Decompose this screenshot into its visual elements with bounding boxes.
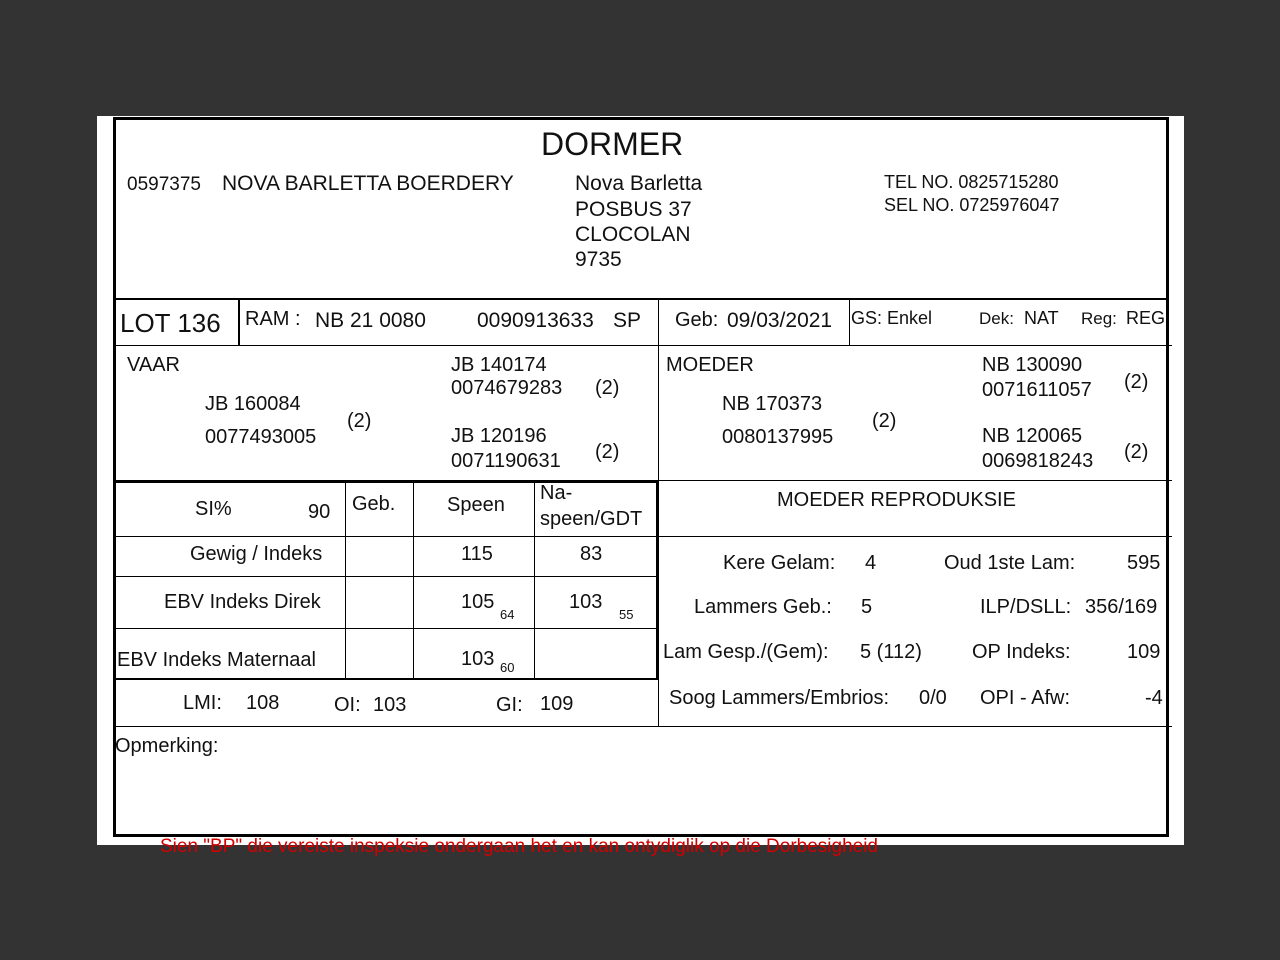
weight-weaning: 115 bbox=[461, 543, 493, 565]
divider bbox=[238, 299, 240, 346]
dam-dam-id: NB 120065 bbox=[982, 425, 1083, 447]
lmi-label: LMI: bbox=[183, 692, 222, 714]
sire-sire-id: JB 140174 bbox=[451, 354, 547, 376]
address-line-3: CLOCOLAN bbox=[575, 223, 691, 246]
si-value: 90 bbox=[308, 501, 331, 523]
sire-id: JB 160084 bbox=[205, 393, 301, 415]
address-line-4: 9735 bbox=[575, 248, 622, 271]
divider bbox=[113, 298, 1169, 300]
reproduction-title: MOEDER REPRODUKSIE bbox=[777, 489, 1016, 511]
suckled-lambs-label: Soog Lammers/Embrios: bbox=[669, 687, 890, 709]
row-label-ebv-direct: EBV Indeks Direk bbox=[164, 591, 321, 613]
ebv-direct-weaning: 105 bbox=[461, 591, 495, 613]
dam-grade: (2) bbox=[872, 410, 897, 432]
lambs-born-label: Lammers Geb.: bbox=[694, 596, 832, 618]
column-birth: Geb. bbox=[352, 493, 396, 515]
divider bbox=[113, 628, 658, 629]
weight-post-weaning: 83 bbox=[580, 543, 603, 565]
ilp-dsll-value: 356/169 bbox=[1085, 596, 1158, 618]
op-index-value: 109 bbox=[1127, 641, 1161, 663]
divider bbox=[113, 481, 659, 483]
address-line-2: POSBUS 37 bbox=[575, 198, 692, 221]
divider bbox=[658, 299, 659, 346]
ram-label: RAM : bbox=[245, 308, 301, 330]
row-label-ebv-maternal: EBV Indeks Maternaal bbox=[117, 649, 316, 671]
footer-note-clip bbox=[160, 836, 1130, 857]
mating-type: NAT bbox=[1024, 308, 1059, 328]
dam-sire-grade: (2) bbox=[1124, 371, 1149, 393]
first-lamb-age-label: Oud 1ste Lam: bbox=[944, 552, 1076, 574]
registration-label: Reg: bbox=[1081, 309, 1117, 328]
sire-grade: (2) bbox=[347, 410, 372, 432]
divider bbox=[413, 482, 414, 679]
column-post-weaning: Na- bbox=[540, 482, 573, 504]
owner-id: 0597375 bbox=[127, 174, 201, 195]
dam-label: MOEDER bbox=[666, 354, 754, 376]
suckled-lambs-value: 0/0 bbox=[919, 687, 947, 709]
sire-dam-number: 0071190631 bbox=[451, 450, 561, 472]
first-lamb-age-value: 595 bbox=[1127, 552, 1161, 574]
dam-id: NB 170373 bbox=[722, 393, 823, 415]
oi-label: OI: bbox=[334, 694, 361, 716]
column-post-weaning: speen/GDT bbox=[540, 508, 643, 530]
dam-number: 0080137995 bbox=[722, 426, 834, 448]
ram-grade: SP bbox=[613, 309, 642, 332]
registration-status: REG bbox=[1126, 308, 1166, 328]
op-index-label: OP Indeks: bbox=[972, 641, 1071, 663]
divider bbox=[345, 482, 346, 679]
row-label-weight-index: Gewig / Indeks bbox=[190, 543, 323, 565]
divider bbox=[113, 345, 1172, 346]
opi-deviation-label: OPI - Afw: bbox=[980, 687, 1071, 709]
lambs-weaned-value: 5 (112) bbox=[860, 641, 922, 663]
divider bbox=[658, 346, 659, 480]
birth-label: Geb: bbox=[675, 309, 719, 331]
lambs-born-value: 5 bbox=[861, 596, 873, 618]
birth-date: 09/03/2021 bbox=[727, 309, 833, 332]
ilp-dsll-label: ILP/DSLL: bbox=[980, 596, 1072, 618]
sire-dam-id: JB 120196 bbox=[451, 425, 547, 447]
sire-dam-grade: (2) bbox=[595, 441, 620, 463]
breed-title: DORMER bbox=[541, 126, 684, 162]
sire-sire-grade: (2) bbox=[595, 377, 620, 399]
footer-note: Sien "BP" die vereiste inspeksie ondergaan het en kan ontydiglik op die Dorbesigheid bbox=[160, 836, 879, 857]
lambs-weaned-label: Lam Gesp./(Gem): bbox=[663, 641, 829, 663]
times-lambed-label: Kere Gelam: bbox=[723, 552, 836, 574]
divider bbox=[534, 482, 535, 679]
owner-name: NOVA BARLETTA BOERDERY bbox=[222, 172, 514, 195]
dam-sire-number: 0071611057 bbox=[982, 379, 1092, 401]
sire-number: 0077493005 bbox=[205, 426, 317, 448]
dam-sire-id: NB 130090 bbox=[982, 354, 1083, 376]
sire-label: VAAR bbox=[127, 354, 180, 376]
ebv-direct-post-weaning-accuracy: 55 bbox=[619, 607, 634, 622]
gi-label: GI: bbox=[496, 694, 523, 716]
dam-dam-grade: (2) bbox=[1124, 441, 1149, 463]
divider bbox=[113, 576, 658, 577]
ebv-direct-weaning-accuracy: 64 bbox=[500, 607, 515, 622]
divider bbox=[658, 480, 659, 727]
divider bbox=[113, 678, 659, 680]
dam-dam-number: 0069818243 bbox=[982, 450, 1094, 472]
divider bbox=[113, 726, 1172, 727]
ebv-maternal-weaning: 103 bbox=[461, 648, 495, 670]
divider bbox=[849, 299, 850, 346]
gi-value: 109 bbox=[540, 693, 574, 715]
oi-value: 103 bbox=[373, 694, 407, 716]
mating-label: Dek: bbox=[979, 309, 1014, 328]
ram-id: NB 21 0080 bbox=[315, 309, 426, 332]
lmi-value: 108 bbox=[246, 692, 280, 714]
sire-sire-number: 0074679283 bbox=[451, 377, 563, 399]
remarks-label: Opmerking: bbox=[115, 735, 219, 757]
opi-deviation-value: -4 bbox=[1145, 687, 1163, 709]
ebv-maternal-weaning-accuracy: 60 bbox=[500, 660, 515, 675]
tel-number: TEL NO. 0825715280 bbox=[884, 172, 1059, 192]
si-label: SI% bbox=[195, 498, 232, 520]
ebv-direct-post-weaning: 103 bbox=[569, 591, 603, 613]
column-weaning: Speen bbox=[447, 494, 505, 516]
address-line-1: Nova Barletta bbox=[575, 172, 703, 195]
times-lambed-value: 4 bbox=[865, 552, 877, 574]
divider bbox=[113, 536, 1172, 537]
sel-number: SEL NO. 0725976047 bbox=[884, 195, 1060, 215]
lot-number: LOT 136 bbox=[120, 308, 221, 338]
birth-status: GS: Enkel bbox=[851, 308, 933, 328]
ram-reg-number: 0090913633 bbox=[477, 309, 594, 332]
